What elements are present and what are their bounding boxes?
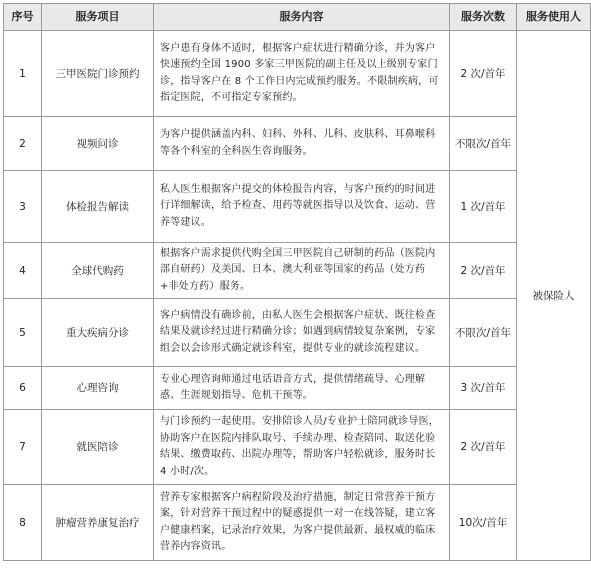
row-times: 不限次/首年	[450, 299, 517, 367]
row-item: 就医陪诊	[42, 410, 154, 485]
row-no: 8	[4, 485, 42, 561]
row-content: 与门诊预约一起使用。安排陪诊人员/专业护士陪同就诊导医，协助客户在医院内排队取号、手续办理、检查陪同、取送化验结果、缴费取药、出院办理等，帮助客户轻松就诊，服务时长 4 小时/次。	[154, 410, 450, 485]
row-item: 全球代购药	[42, 243, 154, 299]
row-item: 重大疾病分诊	[42, 299, 154, 367]
header-item: 服务项目	[42, 4, 154, 31]
service-table	[3, 3, 591, 561]
header-no: 序号	[4, 4, 42, 31]
row-content: 客户患有身体不适时，根据客户症状进行精确分诊，并为客户快速预约全国 1900 多家三甲医院的副主任及以上级别专家门诊，指导客户在 8 个工作日内完成预约服务。不限制疾病，可指定医院，不可指定专家预约。	[154, 31, 450, 117]
table-row	[4, 117, 591, 171]
row-no: 7	[4, 410, 42, 485]
row-times: 2 次/首年	[450, 243, 517, 299]
row-content: 为客户提供涵盖内科、妇科、外科、儿科、皮肤科、耳鼻喉科等各个科室的全科医生咨询服务。	[154, 117, 450, 171]
row-no: 1	[4, 31, 42, 117]
table-row	[4, 171, 591, 243]
table-row	[4, 410, 591, 485]
table-row	[4, 367, 591, 410]
row-content: 私人医生根据客户提交的体检报告内容，与客户预约的时间进行详细解读，给予检查、用药等就医指导以及饮食、运动、营养等建议。	[154, 171, 450, 243]
header-content: 服务内容	[154, 4, 450, 31]
row-item: 三甲医院门诊预约	[42, 31, 154, 117]
row-item: 视频问诊	[42, 117, 154, 171]
row-content: 专业心理咨询师通过电话语音方式，提供情绪疏导、心理解惑、生涯规划指导、危机干预等。	[154, 367, 450, 410]
table-row	[4, 485, 591, 561]
row-times: 10次/首年	[450, 485, 517, 561]
row-item: 心理咨询	[42, 367, 154, 410]
row-content: 客户病情没有确诊前，由私人医生会根据客户症状、既往检查结果及就诊经过进行精确分诊；如遇到病情较复杂案例，专家组会以会诊形式确定就诊科室，提供专业的就诊流程建议。	[154, 299, 450, 367]
row-times: 2 次/首年	[450, 410, 517, 485]
service-table-container	[3, 3, 591, 561]
row-times: 3 次/首年	[450, 367, 517, 410]
header-times: 服务次数	[450, 4, 517, 31]
row-item: 体检报告解读	[42, 171, 154, 243]
table-row	[4, 299, 591, 367]
service-user-cell: 被保险人	[517, 31, 591, 561]
table-row	[4, 31, 591, 117]
row-no: 2	[4, 117, 42, 171]
row-times: 2 次/首年	[450, 31, 517, 117]
row-content: 根据客户需求提供代购全国三甲医院自己研制的药品（医院内部自研药）及美国、日本、澳大利亚等国家的药品（处方药+非处方药）服务。	[154, 243, 450, 299]
row-no: 5	[4, 299, 42, 367]
row-times: 不限次/首年	[450, 117, 517, 171]
table-row	[4, 243, 591, 299]
row-no: 4	[4, 243, 42, 299]
header-user: 服务使用人	[517, 4, 591, 31]
row-item: 肿瘤营养康复治疗	[42, 485, 154, 561]
row-no: 6	[4, 367, 42, 410]
row-times: 1 次/首年	[450, 171, 517, 243]
row-content: 营养专家根据客户病程阶段及治疗措施，制定日常营养干预方案，针对营养干预过程中的疑惑提供一对一在线答疑，建立客户健康档案，记录治疗效果，为客户提供最新、最权威的临床营养内容资讯。	[154, 485, 450, 561]
row-no: 3	[4, 171, 42, 243]
table-header-row	[4, 4, 591, 31]
